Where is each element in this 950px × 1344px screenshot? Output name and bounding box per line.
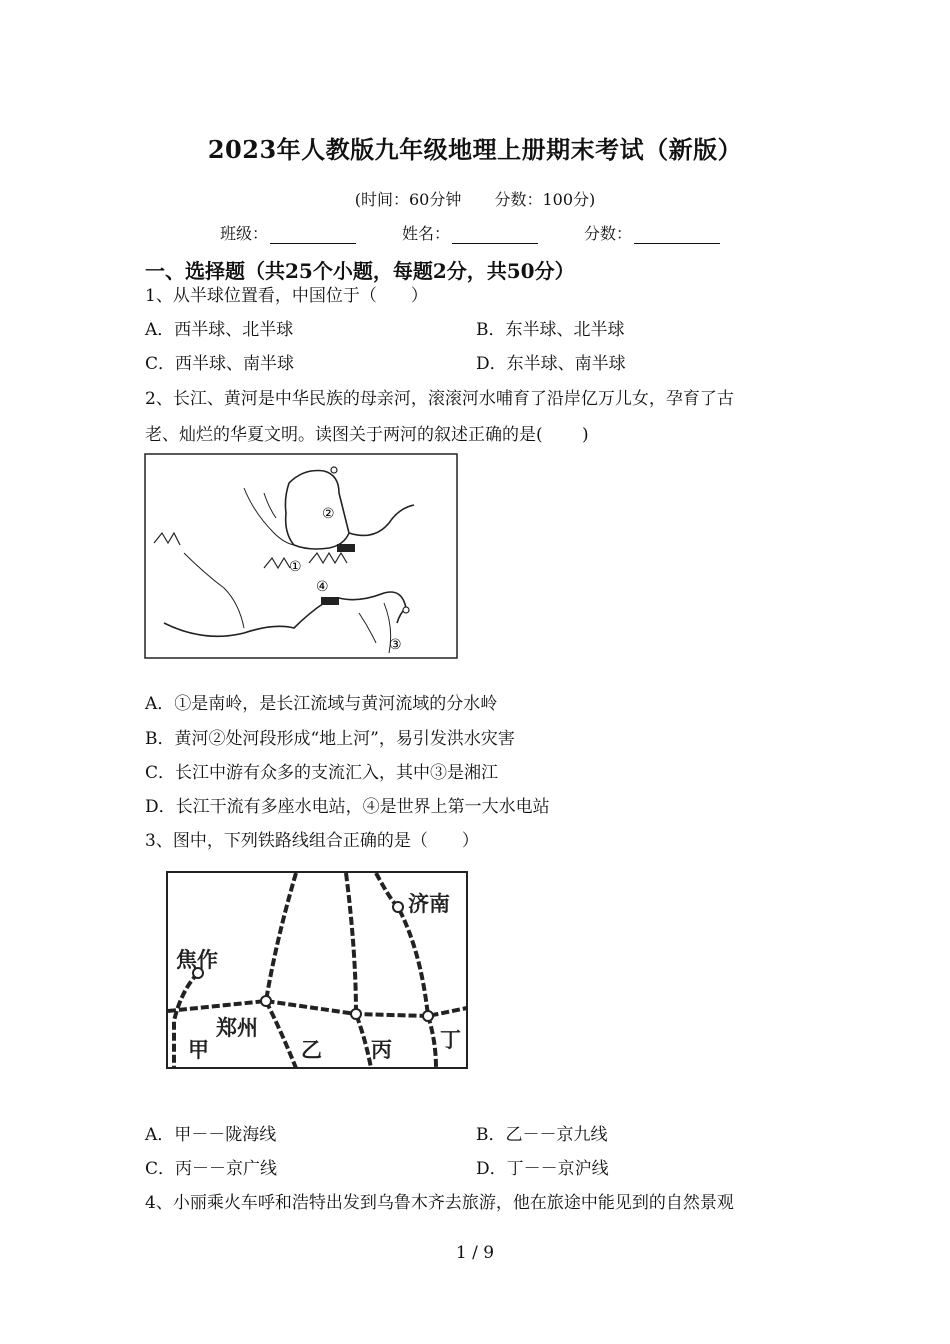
q2-option-d: D．长江干流有多座水电站，④是世界上第一大水电站 [145,797,550,817]
page-title: 2023年人教版九年级地理上册期末考试（新版） [207,135,743,164]
name-blank [452,227,538,244]
label-ding: 丁 [440,1028,461,1052]
class-blank [270,227,356,244]
q4-stem: 4、小丽乘火车呼和浩特出发到乌鲁木齐去旅游，他在旅途中能见到的自然景观 [145,1193,734,1213]
name-label: 姓名： [402,224,451,243]
station-zhengzhou [261,996,271,1006]
q3-option-d: D．丁－－京沪线 [476,1159,609,1179]
rivers-map [144,453,458,659]
class-label: 班级： [220,224,269,243]
score-field [584,221,720,244]
q2-option-b: B．黄河②处河段形成“地上河”，易引发洪水灾害 [145,729,515,749]
railway-map [166,871,468,1069]
exam-meta [0,187,950,210]
time-info: (时间：60分钟 [354,190,462,209]
station-junction-2 [423,1011,433,1021]
dam-north [337,544,355,552]
q2-option-c: C．长江中游有众多的支流汇入，其中③是湘江 [145,763,499,783]
label-zhengzhou: 郑州 [216,1016,258,1040]
station-jinan [393,902,403,912]
section-heading: 一、选择题（共25个小题，每题2分，共50分） [145,259,575,283]
name-field [402,221,538,244]
q1-option-a: A．西半球、北半球 [145,320,294,340]
score-blank [634,227,720,244]
map-label-2: ② [322,506,335,522]
map-label-1: ① [289,559,302,575]
q2-option-a: A．①是南岭，是长江流域与黄河流域的分水岭 [145,694,498,714]
q1-option-b: B．东半球、北半球 [476,320,625,340]
q1-stem: 1、从半球位置看，中国位于（ ） [145,286,428,306]
q3-option-b: B．乙－－京九线 [476,1125,608,1145]
label-yi: 乙 [301,1038,322,1062]
q3-option-c: C．丙－－京广线 [145,1159,278,1179]
label-jinan: 济南 [408,892,450,916]
river-source-point [331,467,337,473]
page-number: 1 / 9 [455,1243,495,1263]
q2-stem-line1: 2、长江、黄河是中华民族的母亲河，滚滚河水哺育了沿岸亿万儿女，孕育了古 [145,389,734,409]
label-jiaozuo: 焦作 [176,948,218,972]
score-label: 分数： [584,224,633,243]
q1-option-d: D．东半球、南半球 [476,354,626,374]
label-bing: 丙 [371,1038,392,1062]
rivers-map-frame [145,454,457,658]
class-field [220,221,356,244]
q3-option-a: A．甲－－陇海线 [145,1125,277,1145]
q3-stem: 3、图中，下列铁路线组合正确的是（ ） [145,831,479,851]
score-info: 分数：100分) [494,190,596,209]
dam-south [321,597,339,605]
q1-option-c: C．西半球、南半球 [145,354,295,374]
q2-stem-line2: 老、灿烂的华夏文明。读图关于两河的叙述正确的是( ) [145,425,589,445]
label-jia: 甲 [188,1038,209,1062]
lake-point [403,607,409,613]
station-junction-1 [351,1009,361,1019]
map-label-3: ③ [389,637,402,653]
map-label-4: ④ [316,579,329,595]
